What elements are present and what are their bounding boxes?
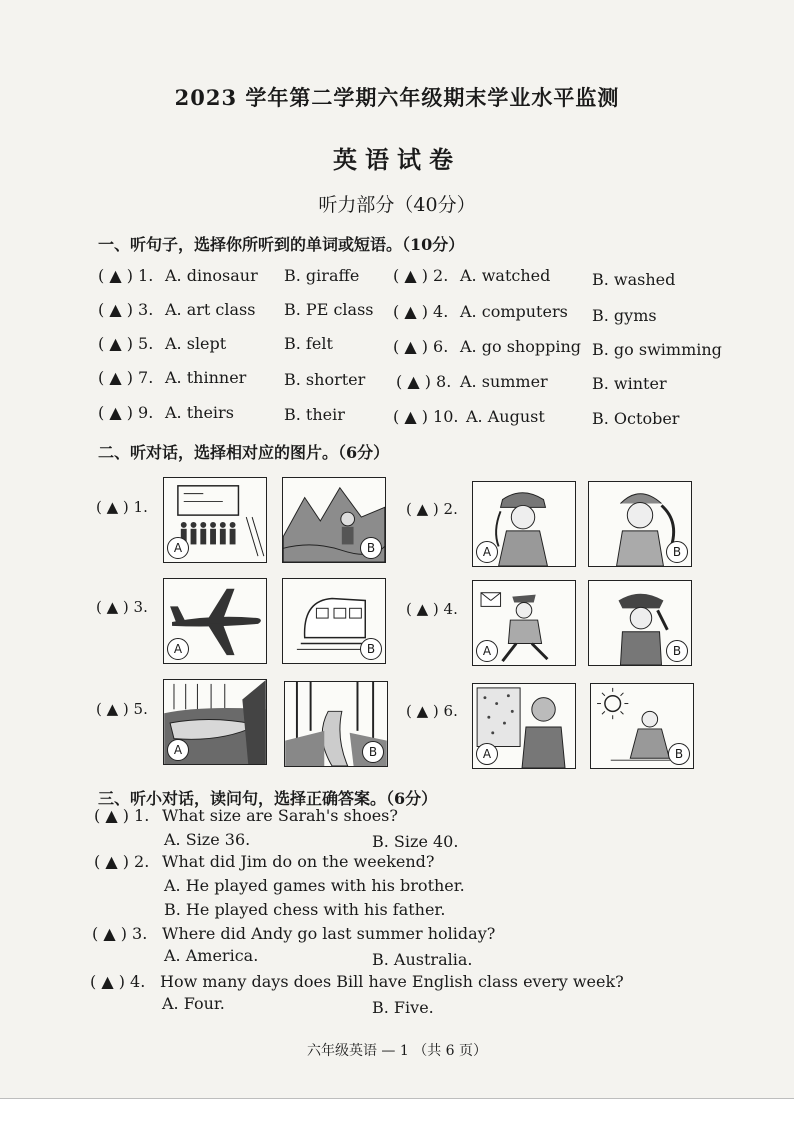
s1-q10-num: ( ▲ ) 10. — [393, 407, 459, 426]
option-a-badge: A — [476, 541, 498, 563]
s1-q10-a: A. August — [466, 407, 545, 426]
s1-q7-b: B. shorter — [284, 370, 366, 389]
s3-q2-b: B. He played chess with his father. — [164, 900, 446, 919]
s1-q1-num: ( ▲ ) 1. — [98, 266, 154, 285]
option-b-badge: B — [666, 541, 688, 563]
s2-q5-num: ( ▲ ) 5. — [96, 700, 148, 718]
s1-q3-b: B. PE class — [284, 300, 374, 319]
s3-q3-b: B. Australia. — [372, 950, 473, 969]
s1-q8-num: ( ▲ ) 8. — [396, 372, 452, 391]
s1-q2-a: A. watched — [460, 266, 551, 285]
s3-q1-b: B. Size 40. — [372, 832, 459, 851]
section1-heading: 一、听句子，选择你所听到的单词或短语。（10分） — [98, 235, 465, 254]
s3-q4-num: ( ▲ ) 4. — [90, 972, 146, 991]
s1-q8-a: A. summer — [460, 372, 548, 391]
s2-q6-num: ( ▲ ) 6. — [406, 702, 458, 720]
s3-q4-a: A. Four. — [162, 994, 225, 1013]
s2-q1-picture-a[interactable] — [163, 477, 267, 563]
s1-q7-a: A. thinner — [165, 368, 247, 387]
s2-q2-picture-a[interactable] — [472, 481, 576, 567]
s1-q7-num: ( ▲ ) 7. — [98, 368, 154, 387]
s2-q4-picture-a[interactable] — [472, 580, 576, 666]
s3-q3-a: A. America. — [164, 946, 259, 965]
option-a-badge: A — [167, 739, 189, 761]
s2-q1-picture-b[interactable] — [282, 477, 386, 563]
s2-q3-picture-b[interactable] — [282, 578, 386, 664]
part-heading: 听力部分（40分） — [318, 194, 476, 216]
s3-q2-text: What did Jim do on the weekend? — [162, 852, 435, 871]
page-footer: 六年级英语 — 1 （共 6 页） — [306, 1043, 488, 1059]
section2-heading: 二、听对话，选择相对应的图片。（6分） — [98, 443, 390, 462]
option-a-badge: A — [167, 537, 189, 559]
s1-q5-b: B. felt — [284, 334, 333, 353]
s3-q4-b: B. Five. — [372, 998, 434, 1017]
s1-q4-b: B. gyms — [592, 306, 657, 325]
s3-q2-a: A. He played games with his brother. — [164, 876, 465, 895]
s3-q3-num: ( ▲ ) 3. — [92, 924, 148, 943]
s3-q1-num: ( ▲ ) 1. — [94, 806, 150, 825]
s2-q2-picture-b[interactable] — [588, 481, 692, 567]
s2-q3-picture-a[interactable] — [163, 578, 267, 664]
s1-q8-b: B. winter — [592, 374, 667, 393]
s1-q6-num: ( ▲ ) 6. — [393, 337, 449, 356]
option-b-badge: B — [668, 743, 690, 765]
s3-q3-text: Where did Andy go last summer holiday? — [162, 924, 496, 943]
s2-q5-picture-a[interactable] — [163, 679, 267, 765]
option-a-badge: A — [476, 743, 498, 765]
s1-q9-num: ( ▲ ) 9. — [98, 403, 154, 422]
s1-q4-num: ( ▲ ) 4. — [393, 302, 449, 321]
exam-title: 2023 学年第二学期六年级期末学业水平监测 — [174, 85, 620, 110]
exam-subtitle: 英语试卷 — [333, 145, 461, 174]
s1-q3-a: A. art class — [165, 300, 256, 319]
s1-q10-b: B. October — [592, 409, 680, 428]
s1-q5-a: A. slept — [165, 334, 227, 353]
s1-q2-num: ( ▲ ) 2. — [393, 266, 449, 285]
s1-q4-a: A. computers — [460, 302, 568, 321]
s2-q6-picture-a[interactable] — [472, 683, 576, 769]
s3-q1-text: What size are Sarah's shoes? — [162, 806, 398, 825]
s1-q1-a: A. dinosaur — [165, 266, 258, 285]
scan-bottom-edge — [0, 1098, 794, 1125]
s2-q4-picture-b[interactable] — [588, 580, 692, 666]
s1-q3-num: ( ▲ ) 3. — [98, 300, 154, 319]
section3-heading: 三、听小对话，读问句，选择正确答案。（6分） — [98, 789, 438, 808]
option-b-badge: B — [360, 638, 382, 660]
option-b-badge: B — [666, 640, 688, 662]
s2-q5-picture-b[interactable] — [284, 681, 388, 767]
option-b-badge: B — [360, 537, 382, 559]
s2-q3-num: ( ▲ ) 3. — [96, 598, 148, 616]
s1-q2-b: B. washed — [592, 270, 676, 289]
s1-q9-b: B. their — [284, 405, 345, 424]
option-a-badge: A — [167, 638, 189, 660]
s1-q9-a: A. theirs — [165, 403, 234, 422]
s3-q4-text: How many days does Bill have English class every week? — [160, 972, 624, 991]
s3-q1-a: A. Size 36. — [164, 830, 251, 849]
s3-q2-num: ( ▲ ) 2. — [94, 852, 150, 871]
s2-q6-picture-b[interactable] — [590, 683, 694, 769]
s2-q1-num: ( ▲ ) 1. — [96, 498, 148, 516]
option-a-badge: A — [476, 640, 498, 662]
s1-q6-b: B. go swimming — [592, 340, 722, 359]
s2-q2-num: ( ▲ ) 2. — [406, 500, 458, 518]
s2-q4-num: ( ▲ ) 4. — [406, 600, 458, 618]
s1-q1-b: B. giraffe — [284, 266, 360, 285]
s1-q6-a: A. go shopping — [460, 337, 581, 356]
s1-q5-num: ( ▲ ) 5. — [98, 334, 154, 353]
option-b-badge: B — [362, 741, 384, 763]
